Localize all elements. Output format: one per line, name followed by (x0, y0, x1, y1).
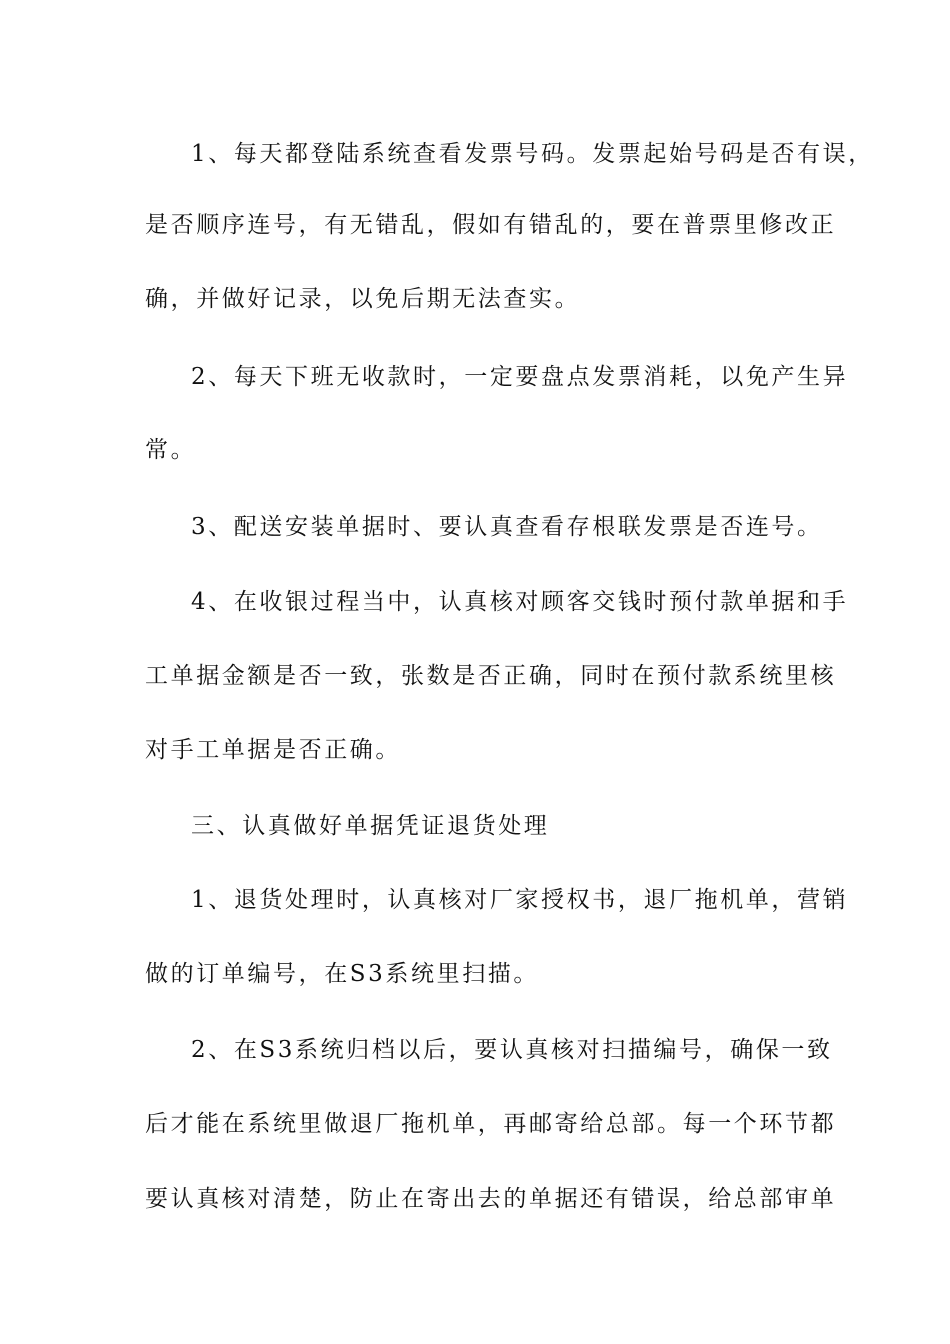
paragraph-2-line-2: 常。 (145, 437, 197, 463)
section-heading: 三、认真做好单据凭证退货处理 (191, 813, 550, 839)
paragraph-3-line-1: 3、配送安装单据时、要认真查看存根联发票是否连号。 (191, 514, 823, 540)
paragraph-6-line-1: 2、在S3系统归档以后，要认真核对扫描编号，确保一致 (191, 1037, 833, 1063)
paragraph-5-line-1: 1、退货处理时，认真核对厂家授权书，退厂拖机单，营销 (191, 887, 849, 913)
paragraph-1-line-2: 是否顺序连号，有无错乱，假如有错乱的，要在普票里修改正 (145, 212, 837, 238)
paragraph-2-line-1: 2、每天下班无收款时，一定要盘点发票消耗，以免产生异 (191, 364, 849, 390)
paragraph-4-line-3: 对手工单据是否正确。 (145, 737, 401, 763)
paragraph-6-line-3: 要认真核对清楚，防止在寄出去的单据还有错误，给总部审单 (145, 1186, 837, 1212)
paragraph-1-line-1: 1、每天都登陆系统查看发票号码。发票起始号码是否有误， (191, 141, 874, 167)
paragraph-1-line-3: 确，并做好记录，以免后期无法查实。 (145, 286, 581, 312)
paragraph-4-line-2: 工单据金额是否一致，张数是否正确，同时在预付款系统里核 (145, 663, 837, 689)
paragraph-5-line-2: 做的订单编号，在S3系统里扫描。 (145, 961, 539, 987)
paragraph-4-line-1: 4、在收银过程当中，认真核对顾客交钱时预付款单据和手 (191, 589, 849, 615)
paragraph-6-line-2: 后才能在系统里做退厂拖机单，再邮寄给总部。每一个环节都 (145, 1111, 837, 1137)
